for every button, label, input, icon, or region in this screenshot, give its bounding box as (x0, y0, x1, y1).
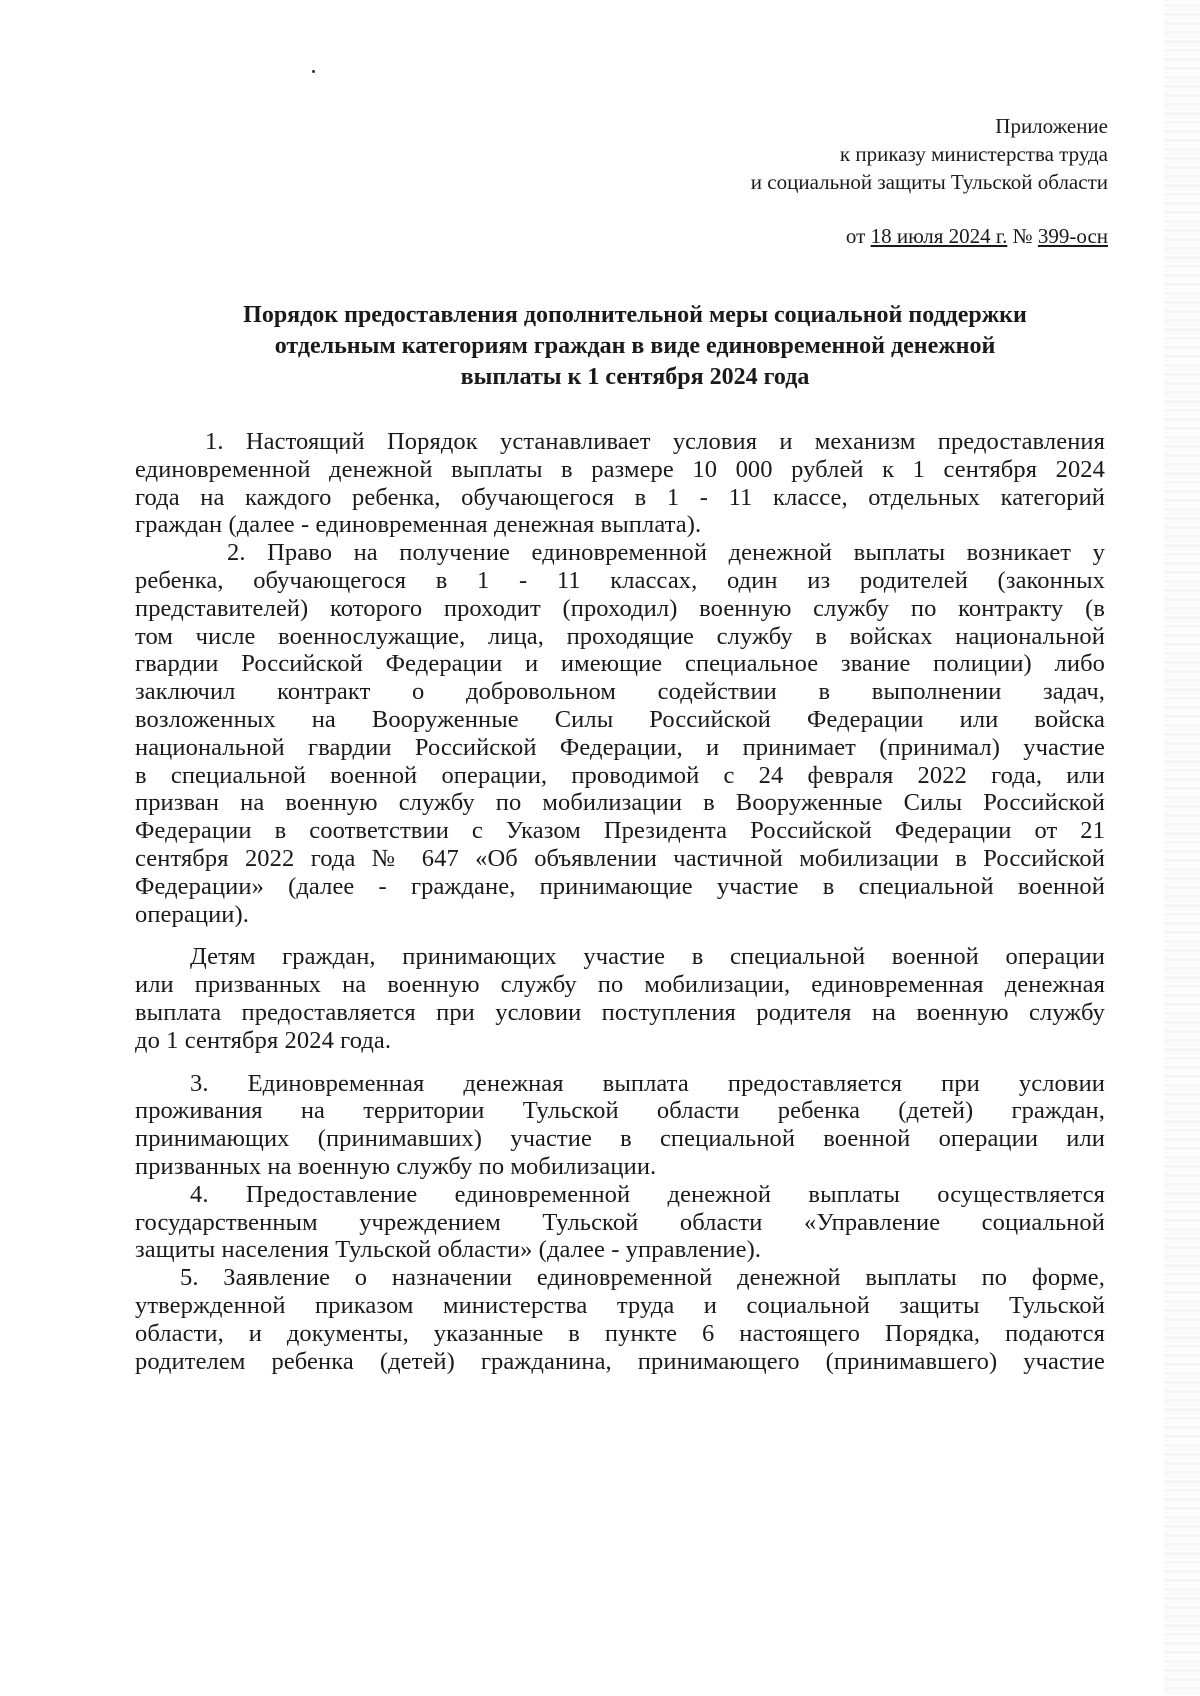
paragraph-line: родителем ребенка (детей) гражданина, принимающего (принимавшего) участие (135, 1347, 1105, 1375)
title-line-3: выплаты к 1 сентября 2024 года (460, 364, 810, 390)
order-reference (846, 222, 1108, 250)
title-line-2: отдельным категориям граждан в виде единовременной денежной (274, 333, 996, 359)
paragraph-line: 1. Настоящий Порядок устанавливает условия и механизм предоставления (205, 428, 1105, 455)
appendix-header (751, 112, 1108, 196)
scan-speck (312, 70, 315, 73)
paragraph-line: том числе военнослужащие, лица, проходящие службу в войсках национальной (135, 622, 1105, 650)
paragraph-line: области, и документы, указанные в пункте 6 настоящего Порядка, подаются (135, 1319, 1105, 1347)
header-line-1: Приложение (995, 114, 1108, 138)
scan-edge-noise (1164, 0, 1200, 1696)
header-line-3: и социальной защиты Тульской области (750, 170, 1108, 194)
paragraph-line: возложенных на Вооруженные Силы Российской Федерации или войска (135, 705, 1105, 733)
order-prefix: от (845, 224, 871, 248)
paragraph-line: 4. Предоставление единовременной денежной выплаты осуществляется (190, 1180, 1105, 1208)
paragraph-2 (135, 539, 1105, 928)
document-body (135, 428, 1105, 1375)
paragraph-line: защиты населения Тульской области» (далее - управление). (135, 1236, 762, 1264)
paragraph-3 (135, 943, 1105, 1054)
header-line-2: к приказу министерства труда (839, 142, 1108, 166)
order-date: 18 июля 2024 г. (870, 224, 1008, 248)
paragraph-line: национальной гвардии Российской Федерации, и принимает (принимал) участие (135, 733, 1105, 761)
order-number: 399-осн (1037, 224, 1108, 248)
paragraph-line: гвардии Российской Федерации и имеющие специальное звание полиции) либо (135, 650, 1105, 678)
paragraph-line: ребенка, обучающегося в 1 - 11 классах, один из родителей (законных (135, 566, 1105, 594)
paragraph-line: утвержденной приказом министерства труда и социальной защиты Тульской (135, 1291, 1105, 1319)
paragraph-line: представителей) которого проходит (проходил) военную службу по контракту (в (135, 594, 1105, 622)
paragraph-line: или призванных на военную службу по мобилизации, единовременная денежная (135, 971, 1105, 999)
paragraph-line: единовременной денежной выплаты в размере 10 000 рублей к 1 сентября 2024 (135, 455, 1105, 483)
paragraph-4 (135, 1070, 1105, 1181)
paragraph-line: до 1 сентября 2024 года. (135, 1026, 392, 1054)
paragraph-line: 2. Право на получение единовременной денежной выплаты возникает у (227, 539, 1105, 567)
paragraph-line: 3. Единовременная денежная выплата предоставляется при условии (190, 1069, 1105, 1097)
paragraph-line: призван на военную службу по мобилизации в Вооруженные Силы Российской (135, 789, 1105, 817)
paragraph-6 (135, 1264, 1105, 1375)
paragraph-line: призванных на военную службу по мобилизации. (135, 1152, 657, 1180)
paragraph-line: выплата предоставляется при условии поступления родителя на военную службу (135, 998, 1105, 1026)
paragraph-line: принимающих (принимавших) участие в специальной военной операции или (135, 1125, 1105, 1153)
document-title (170, 300, 1100, 393)
paragraph-line: граждан (далее - единовременная денежная выплата). (135, 511, 702, 539)
paragraph-1 (135, 428, 1105, 539)
order-number-sign: № (1007, 224, 1038, 248)
paragraph-line: Федерации» (далее - граждане, принимающие участие в специальной военной (135, 872, 1105, 900)
paragraph-line: сентября 2022 года № 647 «Об объявлении частичной мобилизации в Российской (135, 844, 1105, 872)
paragraph-line: 5. Заявление о назначении единовременной денежной выплаты по форме, (180, 1264, 1105, 1292)
paragraph-line: Детям граждан, принимающих участие в специальной военной операции (190, 943, 1105, 971)
paragraph-line: государственным учреждением Тульской области «Управление социальной (135, 1208, 1105, 1236)
title-line-1: Порядок предоставления дополнительной меры социальной поддержки (243, 302, 1027, 328)
paragraph-line: Федерации в соответствии с Указом Президента Российской Федерации от 21 (135, 817, 1105, 845)
paragraph-line: проживания на территории Тульской области ребенка (детей) граждан, (135, 1097, 1105, 1125)
paragraph-line: операции). (135, 900, 249, 928)
paragraph-line: в специальной военной операции, проводимой с 24 февраля 2022 года, или (135, 761, 1105, 789)
paragraph-5 (135, 1181, 1105, 1264)
paragraph-line: года на каждого ребенка, обучающегося в 1 - 11 классе, отдельных категорий (135, 483, 1105, 511)
paragraph-line: заключил контракт о добровольном содействии в выполнении задач, (135, 678, 1105, 706)
